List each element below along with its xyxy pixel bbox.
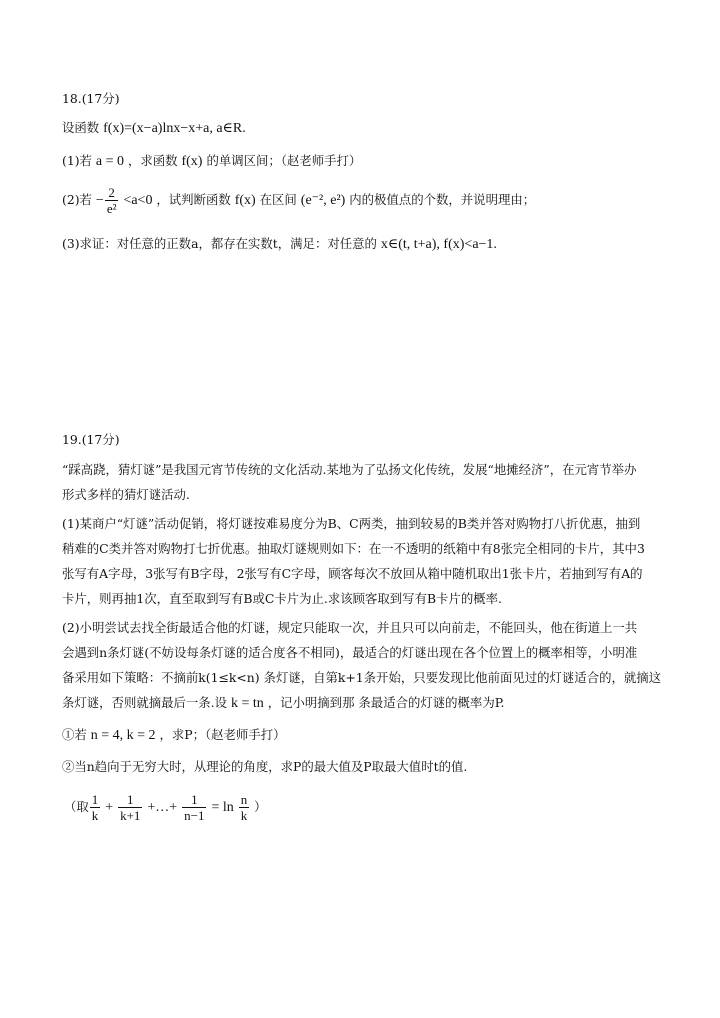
q19-part1-line4: 卡片，则再抽1次，直至取到写有B或C卡片为止.求该顾客取到写有B卡片的概率. [62,591,502,606]
q19-part1-line2: 稍难的C类并答对购物打七折优惠。抽取灯谜规则如下：在一不透明的纸箱中有8张完全相同的卡片，其中3 [62,541,645,556]
q19-hint: （取 $\frac{1}{k}$ + $\frac{1}{k+1}$ +…+ $\frac{1}{n-1}$ = ln $\frac{n}{k}$ ） [64,792,267,823]
q18-part2-mid: ，试判断函数 [156,192,231,207]
q19-part2-line4 [62,695,504,712]
q19-hint-fraction-1: $\frac{1}{k}$ [91,792,99,823]
q18-part3-formula: x∈(t, t+a), f(x)<a−1. [380,237,497,252]
q19-part2-line4-lead: 条灯谜，否则就摘最后一条.设 [62,695,228,710]
q18-intro [62,120,246,137]
q19-hint-fraction-4: $\frac{n}{k}$ [240,792,248,823]
q18-part3-text: (3)求证：对任意的正数a，都存在实数t，满足：对任意的 [62,236,377,251]
q19-sub1-formula: n = 4, k = 2 [90,728,156,743]
q19-sub1 [62,727,286,744]
q19-hint-fraction-2: $\frac{1}{k+1}$ [120,792,141,823]
q18-header: 18.(17分) [62,91,120,106]
q19-part2-line4-formula: k = tn [230,696,264,711]
q18-part2-interval-lead: 在区间 [259,192,297,207]
q19-part1-line3: 张写有A字母，3张写有B字母，2张写有C字母，顾客每次不放回从箱中随机取出1张卡片，若抽到写有A的 [62,566,643,581]
q18-part1-fx: f(x) [181,154,203,169]
q19-hint-open: （取 [64,799,89,814]
q18-part2-fraction: $\frac{2}{\text{e²}}$ [106,185,117,216]
q18-part2-lead: (2)若 [62,192,92,207]
q19-sub1-lead: ①若 [62,727,87,742]
q18-intro-lead: 设函数 [62,120,100,135]
q18-part1-tail: 的单调区间；（赵老师手打） [206,153,362,168]
q18-part1-lead: (1)若 [62,153,92,168]
q19-part2-line4-tail: ，记小明摘到那 条最适合的灯谜的概率为P. [267,695,505,710]
q18-part3 [62,236,497,253]
q18-part1 [62,153,361,170]
q19-sub2: ②当n趋向于无穷大时，从理论的角度，求P的最大值及P取最大值时t的值. [62,759,468,774]
q19-intro-line2: 形式多样的猜灯谜活动. [62,487,190,502]
q18-part2-tail: 内的极值点的个数，并说明理由； [349,192,536,207]
q18-part1-condition: a = 0 [95,154,125,169]
q19-sub1-tail: ，求P；（赵老师手打） [159,727,286,742]
q18-part2-interval: (e⁻², e²) [300,193,346,208]
q18-part2: (2)若 − $\frac{2}{\text{e²}}$ <a<0 ，试判断函数 f(x) 在区间 (e⁻², e²) 内的极值点的个数，并说明理由； [62,185,536,216]
q18-part2-fx: f(x) [234,193,256,208]
q19-intro-line1: “踩高跷，猜灯谜”是我国元宵节传统的文化活动.某地为了弘扬文化传统，发展“地摊经济”，在元宵节举办 [62,462,637,477]
q19-part2-line2: 会遇到n条灯谜(不妨设每条灯谜的适合度各不相同)，最适合的灯谜出现在各个位置上的概率相等，小明准 [62,645,638,660]
q19-hint-fraction-3: $\frac{1}{n-1}$ [184,792,205,823]
q19-part2-line1: (2)小明尝试去找全街最适合他的灯谜，规定只能取一次，并且只可以向前走，不能回头，他在街道上一共 [62,620,638,635]
q18-part2-condition: <a<0 [123,193,153,208]
q18-function-formula: f(x)=(x−a)lnx−x+a, a∈R. [103,121,246,136]
q18-part1-mid: ，求函数 [127,153,178,168]
q19-part1-line1: (1)某商户“灯谜”活动促销，将灯谜按难易度分为B、C两类，抽到较易的B类并答对购物打八折优惠，抽到 [62,516,641,531]
q19-part2-line3: 备采用如下策略：不摘前k(1≤k<n) 条灯谜，自第k+1条开始，只要发现比他前面见过的灯谜适合的，就摘这 [62,670,662,685]
q19-hint-close: ） [254,799,267,814]
q19-header: 19.(17分) [62,432,120,447]
